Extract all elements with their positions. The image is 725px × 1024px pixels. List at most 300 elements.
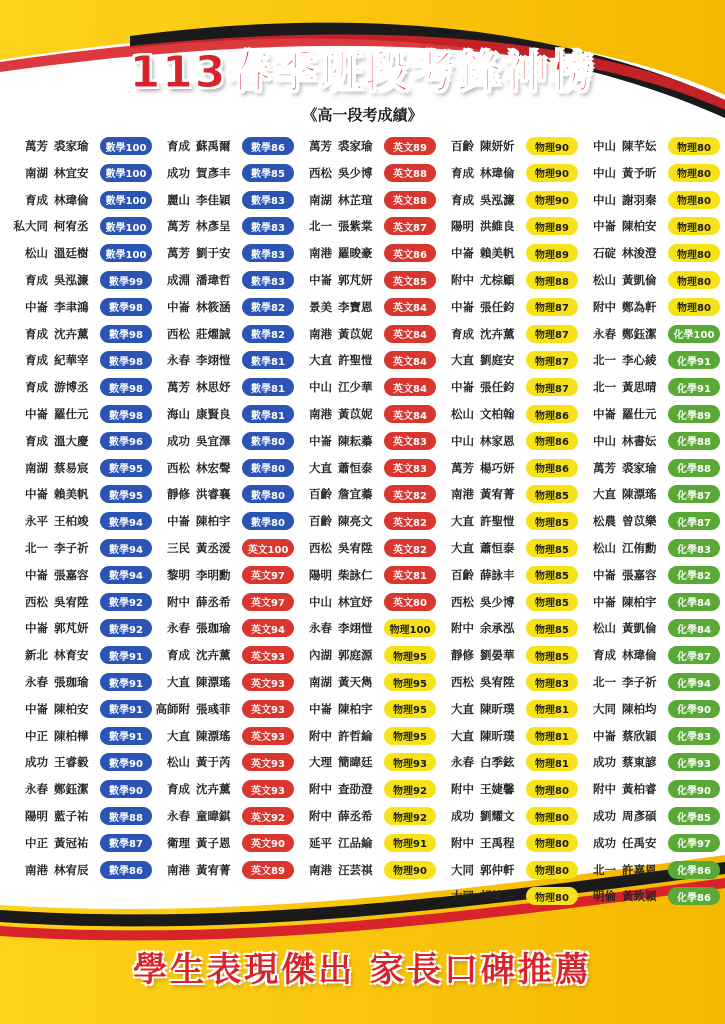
school-name: 百齡 xyxy=(309,487,332,502)
student-entry xyxy=(436,725,578,747)
school-name: 西松 xyxy=(25,594,48,609)
school-name: 中崙 xyxy=(309,273,332,287)
school-name: 南港 xyxy=(309,407,332,421)
school-name: 萬芳 xyxy=(593,460,616,475)
school-name: 西松 xyxy=(167,326,190,341)
student-name: 劉晏華 xyxy=(480,648,515,663)
page-title: 113春季班段考鋒神榜 xyxy=(129,47,596,98)
student-name: 薛丞希 xyxy=(338,809,373,823)
student-name: 莊燿誠 xyxy=(196,326,231,341)
student-name: 簡暐廷 xyxy=(338,755,373,770)
student-name: 鄭鈺潔 xyxy=(54,782,89,797)
english-score-badge: 英文84 xyxy=(384,378,436,396)
column-5 xyxy=(578,135,720,935)
student-name: 陳柏均 xyxy=(622,701,657,716)
chemistry-score-badge: 化學85 xyxy=(668,807,720,825)
school-name: 大直 xyxy=(309,353,332,368)
student-entry xyxy=(578,537,720,559)
student-entry xyxy=(152,859,294,881)
physics-score-badge: 物理95 xyxy=(384,673,436,691)
student-entry xyxy=(10,644,152,666)
student-name: 任禹安 xyxy=(622,835,657,850)
student-name: 沈卉薰 xyxy=(54,326,89,341)
math-score-badge: 數學80 xyxy=(242,512,294,530)
math-score-badge: 數學88 xyxy=(100,807,152,825)
student-entry xyxy=(10,457,152,479)
math-score-badge: 數學91 xyxy=(100,646,152,664)
physics-score-badge: 物理85 xyxy=(526,619,578,637)
student-entry xyxy=(10,269,152,291)
english-score-badge: 英文92 xyxy=(242,807,294,825)
school-name: 成功 xyxy=(25,755,48,770)
school-name: 延平 xyxy=(309,835,332,850)
physics-score-badge: 物理91 xyxy=(384,834,436,852)
school-name: 成功 xyxy=(593,835,616,850)
student-name: 鄭鈺潔 xyxy=(622,326,657,341)
student-name: 洪維良 xyxy=(480,219,515,234)
student-entry xyxy=(578,805,720,827)
student-name: 蔡東諺 xyxy=(622,755,657,770)
student-entry xyxy=(294,430,436,452)
school-name: 松農 xyxy=(593,514,616,529)
school-name: 陽明 xyxy=(25,809,48,823)
student-entry xyxy=(10,859,152,881)
student-name: 康賢良 xyxy=(196,407,231,421)
math-score-badge: 數學99 xyxy=(100,271,152,289)
student-name: 余承泓 xyxy=(480,621,515,636)
physics-score-badge: 物理80 xyxy=(668,298,720,316)
math-score-badge: 數學81 xyxy=(242,351,294,369)
student-entry xyxy=(294,189,436,211)
school-name: 南港 xyxy=(451,487,474,502)
student-entry xyxy=(294,617,436,639)
student-entry xyxy=(10,430,152,452)
student-name: 黃致穎 xyxy=(622,889,657,904)
physics-score-badge: 物理87 xyxy=(526,298,578,316)
school-name: 中崙 xyxy=(451,246,474,261)
math-score-badge: 數學98 xyxy=(100,325,152,343)
school-name: 萬芳 xyxy=(167,219,190,234)
school-name: 成功 xyxy=(167,165,190,180)
school-name: 永平 xyxy=(25,514,48,529)
student-name: 林瑋倫 xyxy=(480,165,515,180)
student-entry xyxy=(152,537,294,559)
english-score-badge: 英文93 xyxy=(242,727,294,745)
math-score-badge: 數學83 xyxy=(242,191,294,209)
english-score-badge: 英文88 xyxy=(384,191,436,209)
student-name: 童暐錤 xyxy=(196,809,231,823)
physics-score-badge: 物理87 xyxy=(526,351,578,369)
school-name: 三民 xyxy=(167,541,190,555)
chemistry-score-badge: 化學82 xyxy=(668,566,720,584)
student-name: 胡棨宸 xyxy=(480,889,515,904)
school-name: 松山 xyxy=(593,273,616,287)
student-entry xyxy=(152,189,294,211)
school-name: 附中 xyxy=(167,594,190,609)
student-name: 王睿毅 xyxy=(54,755,89,770)
student-entry xyxy=(436,564,578,586)
student-entry xyxy=(152,591,294,613)
student-name: 黃凱倫 xyxy=(622,273,657,287)
student-name: 許聖愷 xyxy=(338,353,373,368)
student-name: 溫大慶 xyxy=(54,433,89,448)
school-name: 中崙 xyxy=(25,487,48,502)
student-name: 吳宥陞 xyxy=(54,594,89,609)
school-name: 景美 xyxy=(309,299,332,314)
student-entry xyxy=(10,805,152,827)
school-name: 中正 xyxy=(25,835,48,850)
student-name: 沈卉薰 xyxy=(196,648,231,663)
student-entry xyxy=(436,457,578,479)
student-entry xyxy=(10,751,152,773)
school-name: 中崙 xyxy=(593,407,616,421)
physics-score-badge: 物理81 xyxy=(526,700,578,718)
physics-score-badge: 物理89 xyxy=(526,244,578,262)
school-name: 育成 xyxy=(25,273,48,287)
student-name: 吳少博 xyxy=(338,165,373,180)
math-score-badge: 數學100 xyxy=(100,244,152,262)
student-entry xyxy=(294,510,436,532)
school-name: 附中 xyxy=(451,782,474,797)
student-entry xyxy=(294,537,436,559)
physics-score-badge: 物理80 xyxy=(526,807,578,825)
column-4 xyxy=(436,135,578,935)
school-name: 南港 xyxy=(309,326,332,341)
school-name: 育成 xyxy=(167,782,190,797)
student-name: 林宜安 xyxy=(54,165,89,180)
student-entry xyxy=(436,349,578,371)
math-score-badge: 數學83 xyxy=(242,217,294,235)
student-name: 羅晙豪 xyxy=(338,246,373,261)
chemistry-score-badge: 化學90 xyxy=(668,780,720,798)
school-name: 石碇 xyxy=(593,246,616,261)
student-entry xyxy=(436,483,578,505)
school-name: 中山 xyxy=(309,594,332,609)
math-score-badge: 數學98 xyxy=(100,351,152,369)
physics-score-badge: 物理90 xyxy=(384,861,436,879)
school-name: 陽明 xyxy=(309,567,332,582)
school-name: 中崙 xyxy=(25,701,48,716)
school-name: 大同 xyxy=(451,889,474,904)
student-entry xyxy=(294,671,436,693)
student-name: 張珈瑜 xyxy=(196,621,231,636)
chemistry-score-badge: 化學88 xyxy=(668,459,720,477)
student-name: 李佳穎 xyxy=(196,192,231,207)
school-name: 成淵 xyxy=(167,273,190,287)
physics-score-badge: 物理90 xyxy=(526,191,578,209)
english-score-badge: 英文82 xyxy=(384,485,436,503)
student-name: 張紫棠 xyxy=(338,219,373,234)
student-entry xyxy=(152,671,294,693)
student-name: 郭芃妍 xyxy=(338,273,373,287)
school-name: 中山 xyxy=(593,139,616,153)
english-score-badge: 英文100 xyxy=(242,539,294,557)
student-entry xyxy=(294,591,436,613)
student-name: 李聿鴻 xyxy=(54,299,89,314)
school-name: 中崙 xyxy=(451,299,474,314)
student-name: 劉于安 xyxy=(196,246,231,261)
school-name: 萬芳 xyxy=(451,460,474,475)
student-name: 紀華宰 xyxy=(54,353,89,368)
student-entry xyxy=(436,537,578,559)
student-name: 林浚澄 xyxy=(622,246,657,261)
student-name: 薛丞希 xyxy=(196,594,231,609)
student-name: 陳柏宇 xyxy=(338,701,373,716)
school-name: 大直 xyxy=(451,728,474,743)
student-name: 李子祈 xyxy=(622,675,657,689)
english-score-badge: 英文93 xyxy=(242,700,294,718)
student-name: 陳漂瑤 xyxy=(196,728,231,743)
math-score-badge: 數學100 xyxy=(100,217,152,235)
student-name: 江品綸 xyxy=(338,835,373,850)
student-name: 許哲綸 xyxy=(338,728,373,743)
school-name: 中崙 xyxy=(309,433,332,448)
school-name: 西松 xyxy=(309,541,332,555)
school-name: 永春 xyxy=(25,675,48,689)
student-entry xyxy=(436,859,578,881)
student-entry xyxy=(294,349,436,371)
footer-slogan: 學生表現傑出 家長口碑推薦 xyxy=(133,950,592,990)
physics-score-badge: 物理80 xyxy=(526,861,578,879)
student-name: 陳芊妘 xyxy=(622,139,657,153)
student-name: 潘瑋哲 xyxy=(196,273,231,287)
physics-score-badge: 物理95 xyxy=(384,727,436,745)
physics-score-badge: 物理81 xyxy=(526,753,578,771)
student-entry xyxy=(294,832,436,854)
math-score-badge: 數學98 xyxy=(100,405,152,423)
student-name: 蘇禹爾 xyxy=(196,139,231,153)
student-name: 林書妘 xyxy=(622,433,657,448)
english-score-badge: 英文93 xyxy=(242,780,294,798)
english-score-badge: 英文85 xyxy=(384,271,436,289)
student-entry xyxy=(436,403,578,425)
student-name: 吳泓濂 xyxy=(480,192,515,207)
honor-roll-grid xyxy=(10,135,718,935)
student-entry xyxy=(152,644,294,666)
student-name: 陳柏安 xyxy=(622,219,657,234)
english-score-badge: 英文86 xyxy=(384,244,436,262)
student-name: 林筱涵 xyxy=(196,299,231,314)
student-entry xyxy=(578,778,720,800)
student-entry xyxy=(152,349,294,371)
school-name: 北一 xyxy=(593,353,616,368)
school-name: 中山 xyxy=(309,380,332,395)
student-name: 劉庭安 xyxy=(480,353,515,368)
student-name: 李明勳 xyxy=(196,567,231,582)
english-score-badge: 英文84 xyxy=(384,325,436,343)
student-entry xyxy=(152,510,294,532)
student-entry xyxy=(436,671,578,693)
student-entry xyxy=(10,617,152,639)
student-name: 李翊愷 xyxy=(338,621,373,636)
school-name: 附中 xyxy=(309,782,332,797)
school-name: 永春 xyxy=(309,621,332,636)
school-name: 大理 xyxy=(309,755,332,770)
math-score-badge: 數學83 xyxy=(242,271,294,289)
physics-score-badge: 物理83 xyxy=(526,673,578,691)
student-entry xyxy=(578,885,720,907)
student-entry xyxy=(578,859,720,881)
student-entry xyxy=(152,564,294,586)
school-name: 育成 xyxy=(451,192,474,207)
student-name: 吳少博 xyxy=(480,594,515,609)
school-name: 育成 xyxy=(25,326,48,341)
student-entry xyxy=(578,269,720,291)
student-name: 吳泓濂 xyxy=(54,273,89,287)
physics-score-badge: 物理81 xyxy=(526,727,578,745)
school-name: 育成 xyxy=(167,648,190,663)
student-entry xyxy=(10,698,152,720)
student-entry xyxy=(152,215,294,237)
student-entry xyxy=(294,778,436,800)
school-name: 中崙 xyxy=(25,299,48,314)
school-name: 附中 xyxy=(451,621,474,636)
student-name: 鄭為軒 xyxy=(622,299,657,314)
student-entry xyxy=(152,403,294,425)
math-score-badge: 數學94 xyxy=(100,539,152,557)
student-entry xyxy=(10,349,152,371)
school-name: 育成 xyxy=(25,433,48,448)
chemistry-score-badge: 化學89 xyxy=(668,405,720,423)
student-name: 林思妤 xyxy=(196,380,231,395)
school-name: 大直 xyxy=(451,353,474,368)
student-name: 陳昕璞 xyxy=(480,728,515,743)
student-name: 許聖愷 xyxy=(480,514,515,529)
student-name: 吳宜澤 xyxy=(196,433,231,448)
math-score-badge: 數學100 xyxy=(100,164,152,182)
student-name: 陳漂瑤 xyxy=(622,487,657,502)
student-name: 黃丞湲 xyxy=(196,541,231,555)
physics-score-badge: 物理80 xyxy=(526,780,578,798)
student-name: 張任鈞 xyxy=(480,380,515,395)
physics-score-badge: 物理80 xyxy=(668,217,720,235)
english-score-badge: 英文89 xyxy=(242,861,294,879)
student-name: 裘家瑜 xyxy=(54,139,89,153)
student-entry xyxy=(152,483,294,505)
school-name: 百齡 xyxy=(451,567,474,582)
physics-score-badge: 物理80 xyxy=(526,887,578,905)
student-entry xyxy=(10,162,152,184)
student-entry xyxy=(294,457,436,479)
student-name: 黃思晴 xyxy=(622,380,657,395)
school-name: 萬芳 xyxy=(167,380,190,395)
student-name: 李子祈 xyxy=(54,541,89,555)
school-name: 中崙 xyxy=(167,514,190,529)
school-name: 百齡 xyxy=(451,139,474,153)
school-name: 北一 xyxy=(25,541,48,555)
school-name: 中崙 xyxy=(25,407,48,421)
student-entry xyxy=(294,376,436,398)
student-entry xyxy=(152,376,294,398)
student-entry xyxy=(578,430,720,452)
math-score-badge: 數學80 xyxy=(242,432,294,450)
student-entry xyxy=(578,323,720,345)
math-score-badge: 數學81 xyxy=(242,405,294,423)
student-name: 張珈瑜 xyxy=(54,675,89,689)
school-name: 南港 xyxy=(309,862,332,877)
student-entry xyxy=(10,671,152,693)
math-score-badge: 數學80 xyxy=(242,459,294,477)
student-entry xyxy=(294,269,436,291)
chemistry-score-badge: 化學97 xyxy=(668,834,720,852)
student-name: 林育安 xyxy=(54,648,89,663)
physics-score-badge: 物理90 xyxy=(526,137,578,155)
physics-score-badge: 物理85 xyxy=(526,566,578,584)
school-name: 黎明 xyxy=(167,567,190,582)
school-name: 松山 xyxy=(25,246,48,261)
student-entry xyxy=(436,376,578,398)
student-entry xyxy=(152,778,294,800)
math-score-badge: 數學94 xyxy=(100,512,152,530)
math-score-badge: 數學82 xyxy=(242,298,294,316)
chemistry-score-badge: 化學84 xyxy=(668,619,720,637)
student-entry xyxy=(294,215,436,237)
english-score-badge: 英文93 xyxy=(242,646,294,664)
chemistry-score-badge: 化學87 xyxy=(668,485,720,503)
student-name: 吳宥陞 xyxy=(338,541,373,555)
student-entry xyxy=(578,751,720,773)
student-name: 柴詠仁 xyxy=(338,567,373,582)
student-name: 溫廷樹 xyxy=(54,246,89,261)
math-score-badge: 數學91 xyxy=(100,673,152,691)
physics-score-badge: 物理87 xyxy=(526,378,578,396)
school-name: 海山 xyxy=(167,407,190,421)
physics-score-badge: 物理85 xyxy=(526,646,578,664)
student-name: 王婕馨 xyxy=(480,782,515,797)
school-name: 永春 xyxy=(167,353,190,368)
student-entry xyxy=(294,242,436,264)
physics-score-badge: 物理90 xyxy=(526,164,578,182)
student-entry xyxy=(294,162,436,184)
student-entry xyxy=(578,698,720,720)
math-score-badge: 數學90 xyxy=(100,753,152,771)
student-entry xyxy=(436,832,578,854)
student-name: 江侑勳 xyxy=(622,541,657,555)
math-score-badge: 數學91 xyxy=(100,700,152,718)
student-entry xyxy=(578,457,720,479)
english-score-badge: 英文84 xyxy=(384,351,436,369)
student-name: 謝羽秦 xyxy=(622,192,657,207)
student-name: 游博丞 xyxy=(54,380,89,395)
student-name: 周彥碩 xyxy=(622,809,657,823)
student-entry xyxy=(436,215,578,237)
school-name: 萬芳 xyxy=(309,139,332,153)
student-entry xyxy=(578,242,720,264)
student-entry xyxy=(436,805,578,827)
school-name: 永春 xyxy=(25,782,48,797)
school-name: 育成 xyxy=(167,139,190,153)
physics-score-badge: 物理89 xyxy=(526,217,578,235)
school-name: 中崙 xyxy=(25,621,48,636)
student-name: 李寶恩 xyxy=(338,299,373,314)
student-entry xyxy=(578,564,720,586)
chemistry-score-badge: 化學86 xyxy=(668,861,720,879)
student-name: 柯宥丞 xyxy=(54,219,89,234)
school-name: 高師附 xyxy=(155,701,190,716)
student-entry xyxy=(10,725,152,747)
student-entry xyxy=(436,323,578,345)
student-entry xyxy=(10,323,152,345)
math-score-badge: 數學87 xyxy=(100,834,152,852)
student-entry xyxy=(152,430,294,452)
student-name: 李翊愷 xyxy=(196,353,231,368)
student-name: 林宥辰 xyxy=(54,862,89,877)
student-entry xyxy=(578,349,720,371)
english-score-badge: 英文83 xyxy=(384,432,436,450)
student-entry xyxy=(10,510,152,532)
student-name: 蕭恒泰 xyxy=(338,460,373,475)
student-entry xyxy=(152,296,294,318)
